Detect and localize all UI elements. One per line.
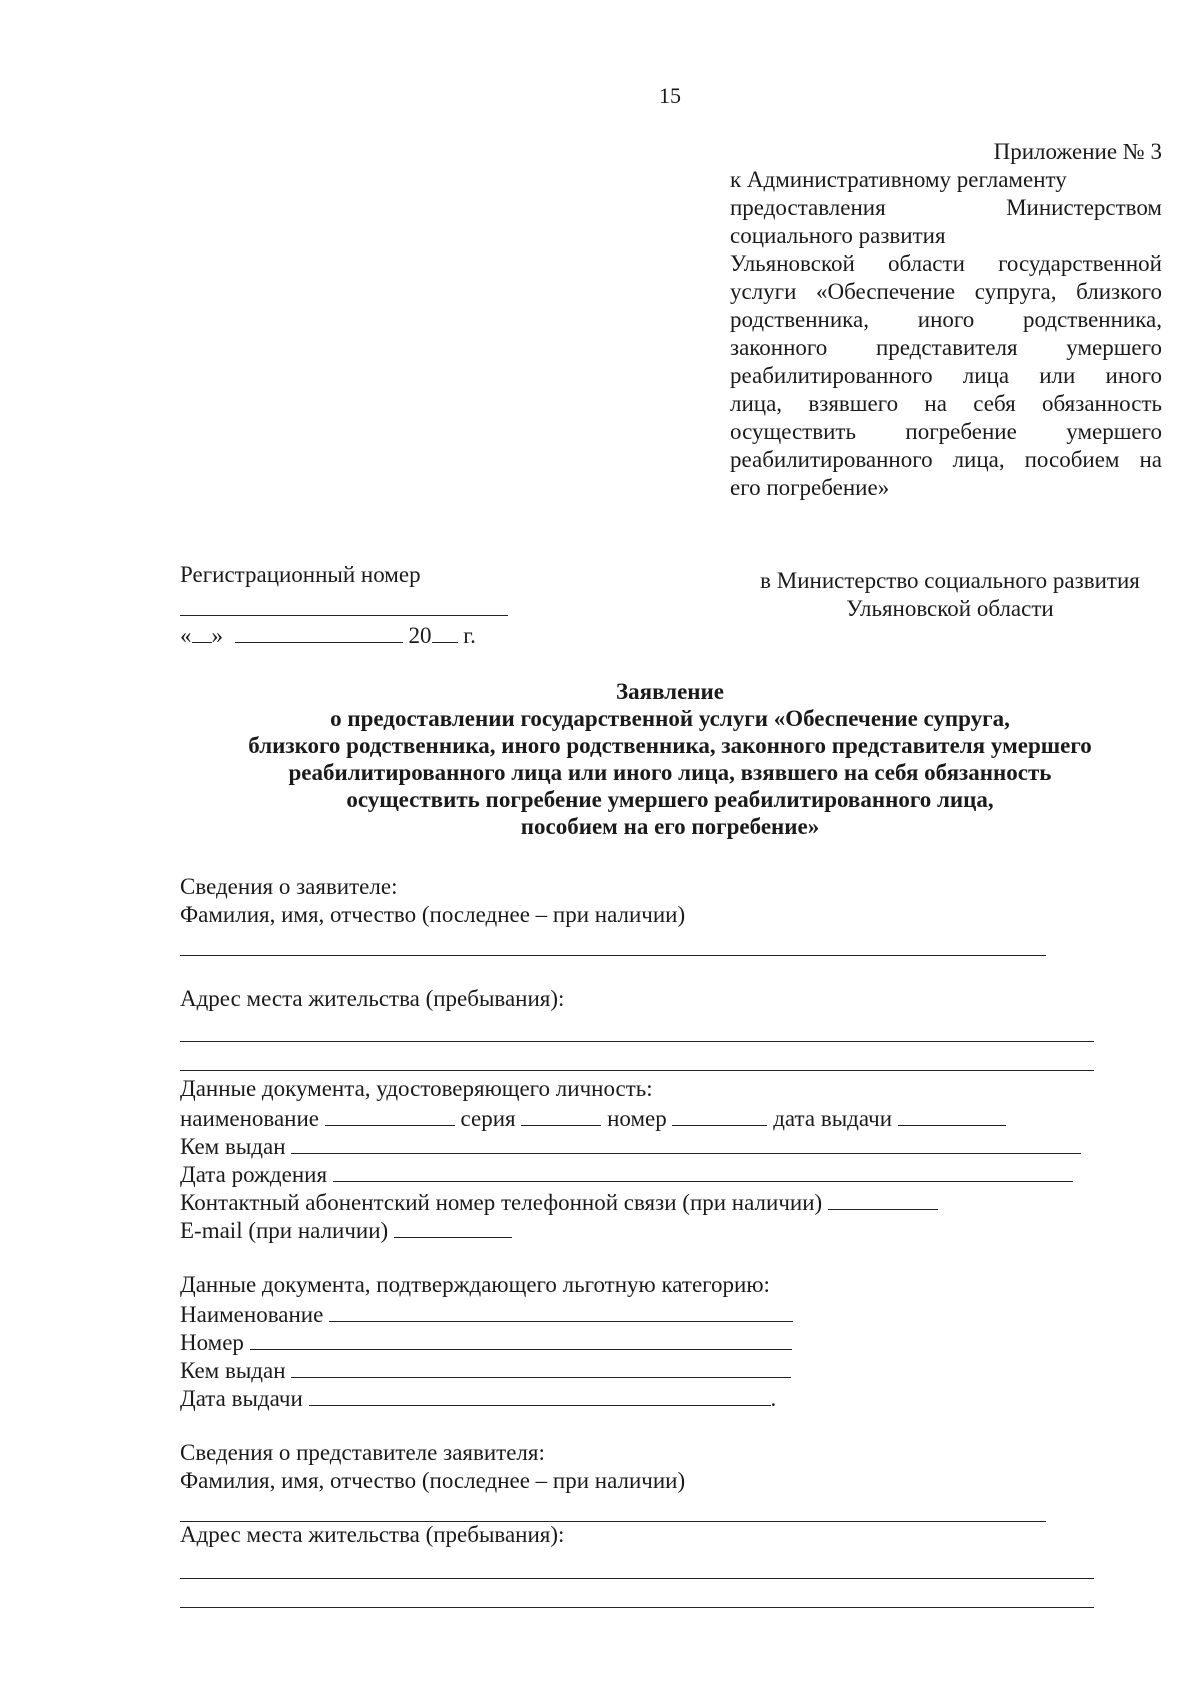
title-line: пособием на его погребение»	[520, 814, 820, 839]
registration-number-line[interactable]	[180, 615, 508, 616]
appendix-line: лица, взявшего на себя обязанность	[730, 391, 1162, 416]
representative-address-field-2[interactable]	[180, 1607, 1094, 1608]
applicant-section-label: Сведения о заявителе:	[180, 874, 398, 899]
id-doc-issue-date-field[interactable]	[898, 1103, 1006, 1126]
id-doc-row	[180, 1103, 1006, 1133]
benefit-name-row	[180, 1299, 793, 1329]
benefit-number-label: Номер	[180, 1330, 244, 1355]
benefit-doc-label: Данные документа, подтверждающего льготную категорию:	[180, 1272, 770, 1297]
title-line: осуществить погребение умершего реабилитированного лица,	[346, 787, 994, 812]
appendix-word: предоставления	[730, 195, 886, 220]
birth-date-label: Дата рождения	[180, 1162, 328, 1187]
recipient-line-1: в Министерство социального развития	[760, 568, 1140, 593]
year-blank[interactable]	[432, 620, 458, 643]
applicant-address-label: Адрес места жительства (пребывания):	[180, 986, 565, 1011]
applicant-address-field-2[interactable]	[180, 1070, 1094, 1071]
appendix-line-split	[730, 194, 1162, 222]
id-doc-number-label: номер	[607, 1106, 667, 1131]
id-doc-series-label: серия	[460, 1106, 516, 1131]
id-doc-issue-date-label: дата выдачи	[773, 1106, 893, 1131]
email-row	[180, 1215, 512, 1245]
appendix-line: реабилитированного лица, пособием на	[730, 447, 1162, 472]
appendix-line: Ульяновской области государственной	[730, 251, 1162, 276]
appendix-word: Министерством	[1006, 195, 1162, 220]
title-line: близкого родственника, иного родственника, законного представителя умершего	[248, 733, 1092, 758]
benefit-issue-date-row	[180, 1383, 776, 1413]
birth-date-field[interactable]	[333, 1159, 1073, 1182]
email-field[interactable]	[394, 1215, 512, 1238]
id-doc-issued-by-row	[180, 1131, 1081, 1161]
benefit-number-field[interactable]	[250, 1327, 792, 1350]
id-doc-name-field[interactable]	[325, 1103, 455, 1126]
appendix-line: его погребение»	[730, 475, 890, 500]
page-number: 15	[659, 83, 681, 108]
title-line: о предоставлении государственной услуги «Обеспечение супруга,	[330, 706, 1010, 731]
phone-field[interactable]	[828, 1187, 938, 1210]
representative-address-label: Адрес места жительства (пребывания):	[180, 1522, 565, 1547]
appendix-number: Приложение № 3	[993, 139, 1162, 164]
date-quote-open: «	[180, 623, 192, 648]
date-quote-close: »	[211, 623, 223, 648]
benefit-end-period: .	[770, 1386, 777, 1411]
title-line: реабилитированного лица или иного лица, взявшего на себя обязанность	[288, 760, 1052, 785]
id-doc-issued-by-field[interactable]	[291, 1131, 1081, 1154]
appendix-line: услуги «Обеспечение супруга, близкого	[730, 279, 1162, 304]
benefit-name-label: Наименование	[180, 1302, 324, 1327]
applicant-fio-label: Фамилия, имя, отчество (последнее – при наличии)	[180, 902, 686, 927]
id-doc-series-field[interactable]	[521, 1103, 601, 1126]
representative-address-field-1[interactable]	[180, 1578, 1094, 1579]
registration-date	[180, 620, 476, 650]
recipient-line-2: Ульяновской области	[846, 596, 1054, 621]
day-blank[interactable]	[192, 620, 212, 643]
id-doc-number-field[interactable]	[672, 1103, 767, 1126]
year-prefix: 20	[408, 623, 432, 648]
appendix-block	[730, 138, 1162, 502]
phone-label: Контактный абонентский номер телефонной связи (при наличии)	[180, 1190, 823, 1215]
id-doc-name-label: наименование	[180, 1106, 319, 1131]
recipient-block	[740, 567, 1160, 623]
applicant-fio-field[interactable]	[180, 955, 1046, 956]
title-heading: Заявление	[615, 679, 725, 704]
benefit-number-row	[180, 1327, 792, 1357]
id-doc-issued-by-label: Кем выдан	[180, 1134, 286, 1159]
appendix-line: родственника, иного родственника,	[730, 307, 1162, 332]
appendix-line: социального развития	[730, 223, 946, 248]
representative-section-label: Сведения о представителе заявителя:	[180, 1440, 545, 1465]
benefit-issue-date-field[interactable]	[309, 1383, 771, 1406]
appendix-line: законного представителя умершего	[730, 335, 1162, 360]
appendix-line: к Административному регламенту	[730, 167, 1067, 192]
id-doc-label: Данные документа, удостоверяющего личность:	[180, 1076, 653, 1101]
phone-row	[180, 1187, 938, 1217]
birth-date-row	[180, 1159, 1073, 1189]
registration-label: Регистрационный номер	[180, 562, 421, 587]
benefit-issued-by-row	[180, 1355, 791, 1385]
month-blank[interactable]	[235, 620, 403, 643]
representative-fio-label: Фамилия, имя, отчество (последнее – при наличии)	[180, 1468, 686, 1493]
benefit-issue-date-label: Дата выдачи	[180, 1386, 303, 1411]
applicant-address-field-1[interactable]	[180, 1041, 1094, 1042]
benefit-issued-by-label: Кем выдан	[180, 1358, 286, 1383]
email-label: E-mail (при наличии)	[180, 1218, 389, 1243]
appendix-line: осуществить погребение умершего	[730, 419, 1162, 444]
year-suffix: г.	[463, 623, 476, 648]
document-title	[180, 678, 1160, 840]
benefit-issued-by-field[interactable]	[291, 1355, 791, 1378]
appendix-line: реабилитированного лица или иного	[730, 363, 1162, 388]
benefit-name-field[interactable]	[329, 1299, 793, 1322]
